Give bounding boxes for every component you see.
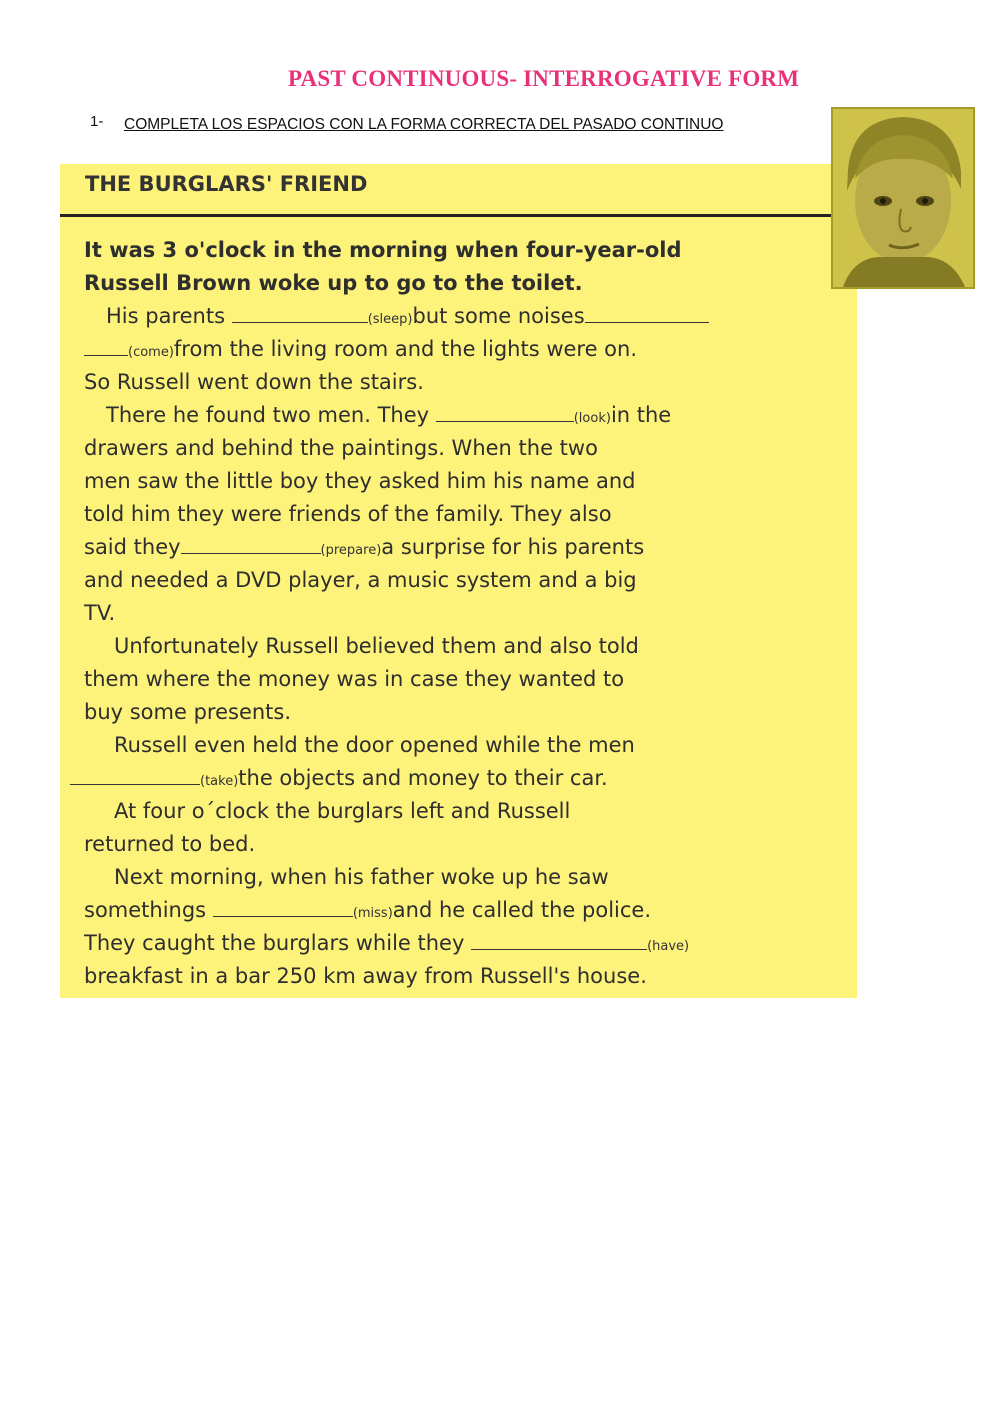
story-line-10 — [84, 531, 844, 564]
verb-hint-miss: (miss) — [352, 906, 393, 921]
story-line-14: them where the money was in case they wanted to — [84, 667, 625, 691]
story-text-fragment: and he called the police. — [392, 898, 652, 922]
blank-take[interactable] — [70, 766, 200, 785]
blank-look[interactable] — [436, 403, 574, 422]
story-line-20: Next morning, when his father woke up he saw — [114, 865, 609, 889]
story-line-9: told him they were friends of the family. They also — [84, 502, 612, 526]
story-line-8: men saw the little boy they asked him his name and — [84, 469, 636, 493]
story-line-2: Russell Brown woke up to go to the toilet. — [84, 271, 583, 295]
worksheet-heading: THE BURGLARS' FRIEND — [85, 172, 368, 196]
boy-portrait-image — [831, 107, 975, 289]
blank-sleep[interactable] — [232, 304, 368, 323]
boy-portrait-icon — [833, 109, 973, 287]
story-line-22 — [84, 927, 844, 960]
story-text-fragment: in the — [610, 403, 672, 427]
story-line-7: drawers and behind the paintings. When the two — [84, 436, 598, 460]
verb-hint-have: (have) — [647, 939, 690, 954]
story-text-fragment: but some noises — [412, 304, 585, 328]
verb-hint-take: (take) — [200, 774, 239, 789]
story-line-4 — [84, 333, 844, 366]
verb-hint-prepare: (prepare) — [320, 543, 382, 558]
story-text-fragment: from the living room and the lights were on. — [173, 337, 638, 361]
story-line-12: TV. — [84, 601, 116, 625]
blank-come-part1[interactable] — [585, 304, 709, 323]
blank-come-part2[interactable] — [84, 337, 128, 356]
page-title: PAST CONTINUOUS- INTERROGATIVE FORM — [288, 66, 800, 91]
story-line-15: buy some presents. — [84, 700, 292, 724]
blank-miss[interactable] — [213, 898, 353, 917]
story-line-18: At four o´clock the burglars left and Russell — [114, 799, 571, 823]
story-text-fragment: His parents — [106, 304, 232, 328]
story-text-fragment: the objects and money to their car. — [238, 766, 608, 790]
verb-hint-sleep: (sleep) — [367, 312, 413, 327]
worksheet-header — [60, 164, 857, 217]
story-line-5: So Russell went down the stairs. — [84, 370, 424, 394]
blank-have[interactable] — [471, 931, 647, 950]
story-text — [84, 234, 844, 993]
story-line-13: Unfortunately Russell believed them and also told — [114, 634, 639, 658]
story-line-6 — [84, 399, 844, 432]
instruction-text: COMPLETA LOS ESPACIOS CON LA FORMA CORRECTA DEL PASADO CONTINUO — [124, 116, 724, 133]
story-line-11: and needed a DVD player, a music system and a big — [84, 568, 637, 592]
story-line-17 — [70, 762, 844, 795]
blank-prepare[interactable] — [181, 535, 321, 554]
verb-hint-look: (look) — [573, 411, 611, 426]
story-line-21 — [84, 894, 844, 927]
instruction-number: 1- — [90, 113, 104, 130]
story-line-3 — [84, 300, 844, 333]
story-line-1: It was 3 o'clock in the morning when four-year-old — [84, 238, 682, 262]
verb-hint-come: (come) — [128, 345, 174, 360]
story-line-16: Russell even held the door opened while the men — [114, 733, 635, 757]
story-text-fragment: There he found two men. They — [106, 403, 436, 427]
story-line-19: returned to bed. — [84, 832, 256, 856]
story-text-fragment: a surprise for his parents — [381, 535, 645, 559]
story-line-23: breakfast in a bar 250 km away from Russell's house. — [84, 964, 647, 988]
story-text-fragment: They caught the burglars while they — [84, 931, 472, 955]
story-text-fragment: said they — [84, 535, 181, 559]
story-text-fragment: somethings — [84, 898, 213, 922]
